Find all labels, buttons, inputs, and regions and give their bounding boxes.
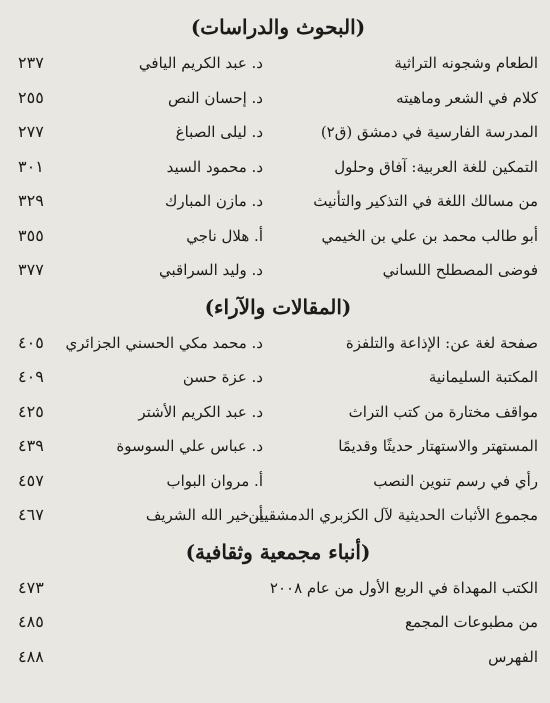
entry-page-number: ٤٣٩ — [18, 436, 44, 455]
section-heading: (البحوث والدراسات) — [190, 15, 366, 39]
entry-page-number: ٤٨٨ — [18, 646, 44, 666]
entry-title: من مطبوعات المجمع — [405, 613, 538, 631]
entry-title: مجموع الأثبات الحديثية لآل الكزبري الدمشقيين — [248, 506, 538, 524]
entry-title: من مسالك اللغة في التذكير والتأنيث — [313, 192, 538, 210]
entry-page-number: ٤٠٩ — [18, 367, 44, 386]
entry-author: د. محمد مكي الحسني الجزائري — [65, 333, 263, 352]
entry-title: المدرسة الفارسية في دمشق (ق٢) — [320, 123, 538, 141]
entry-author: د. محمود السيد — [166, 157, 263, 176]
entry-page-number: ٢٧٧ — [18, 122, 44, 141]
entry-title: صفحة لغة عن: الإذاعة والتلفزة — [345, 333, 538, 352]
toc-entry — [18, 395, 538, 430]
entry-title: كلام في الشعر وماهيته — [396, 88, 538, 107]
entry-author: أ. مروان البواب — [166, 471, 263, 490]
entry-title: الكتب المهداة في الربع الأول من عام ٢٠٠٨ — [269, 578, 538, 597]
entry-page-number: ٤٢٥ — [18, 401, 44, 421]
entry-title: التمكين للغة العربية: آفاق وحلول — [334, 157, 538, 176]
entry-page-number: ٤٠٥ — [18, 332, 44, 352]
entry-title: أبو طالب محمد بن علي بن الخيمي — [321, 226, 538, 245]
entry-page-number: ٣٥٥ — [18, 225, 44, 245]
entry-page-number: ٢٥٥ — [18, 87, 44, 107]
toc-entry — [18, 184, 538, 219]
toc-entry — [18, 150, 538, 185]
entry-title: المكتبة السليمانية — [428, 368, 538, 386]
entry-title: رأي في رسم تنوين النصب — [373, 471, 538, 490]
toc-entry — [18, 115, 538, 150]
section-heading: (المقالات والآراء) — [204, 294, 352, 319]
entry-page-number: ٣٠١ — [18, 156, 44, 176]
entry-title: المستهتر والاستهتار حديثًا وقديمًا — [338, 437, 538, 455]
toc-entry — [18, 498, 538, 533]
toc-entry — [18, 81, 538, 116]
entry-author: د. عباس علي السوسوة — [116, 437, 263, 455]
toc-entry — [18, 464, 538, 499]
entry-page-number: ٣٢٩ — [18, 191, 44, 210]
entry-page-number: ٣٧٧ — [18, 260, 44, 279]
entry-author: د. مازن المبارك — [165, 192, 263, 210]
section-heading: (أنباء مجمعية وثقافية) — [185, 539, 371, 564]
entry-page-number: ٤٧٣ — [18, 577, 44, 597]
toc-entry — [18, 429, 538, 464]
entry-author: د. إحسان النص — [167, 88, 263, 107]
entry-page-number: ٢٣٧ — [18, 53, 44, 72]
toc-entry — [18, 605, 538, 640]
toc-entry — [18, 219, 538, 254]
toc-entry — [18, 360, 538, 395]
entry-author: د. وليد السراقبي — [159, 261, 263, 279]
entry-author: د. عزة حسن — [182, 368, 263, 386]
entry-author: أ. خير الله الشريف — [145, 506, 263, 524]
entry-author: د. عبد الكريم اليافي — [138, 54, 263, 72]
entry-page-number: ٤٦٧ — [18, 505, 44, 524]
entry-title: فوضى المصطلح اللساني — [382, 261, 538, 279]
toc-entry — [18, 571, 538, 606]
entry-author: د. ليلى الصباغ — [175, 123, 263, 141]
entry-title: الطعام وشجونه التراثية — [394, 54, 538, 72]
toc-entry — [18, 640, 538, 675]
toc-entry — [18, 326, 538, 361]
toc-entry — [18, 46, 538, 81]
entry-title: الفهرس — [488, 647, 538, 666]
entry-page-number: ٤٥٧ — [18, 470, 44, 490]
entry-author: أ. هلال ناجي — [186, 226, 263, 245]
entry-page-number: ٤٨٥ — [18, 612, 44, 631]
toc-entry — [18, 253, 538, 288]
entry-author: د. عبد الكريم الأشتر — [138, 402, 263, 421]
entry-title: مواقف مختارة من كتب التراث — [348, 402, 538, 421]
